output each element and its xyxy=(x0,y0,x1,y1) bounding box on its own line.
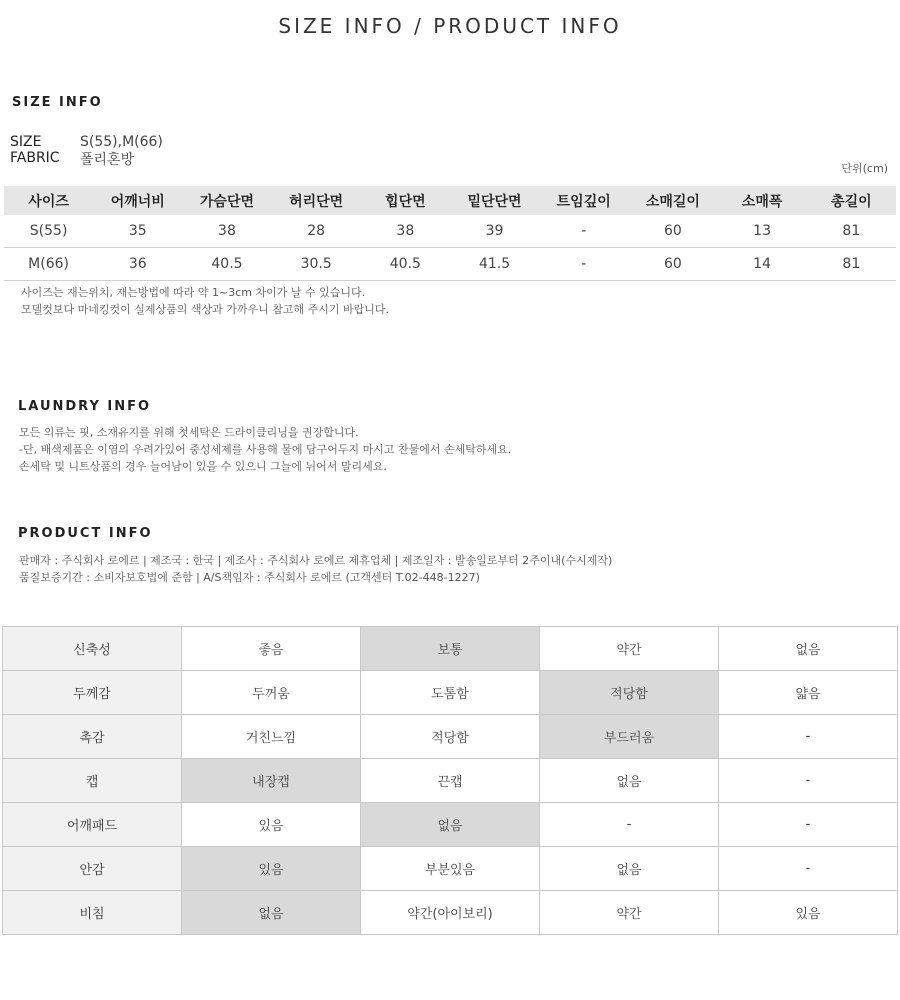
feature-option: - xyxy=(719,715,898,759)
product-notes xyxy=(19,552,612,586)
fabric-label: FABRIC xyxy=(10,150,60,166)
feature-option: 있음 xyxy=(719,891,898,935)
feature-option: - xyxy=(540,803,719,847)
feature-option: 부분있음 xyxy=(361,847,540,891)
size-info-heading: SIZE INFO xyxy=(12,95,103,110)
size-cell: 60 xyxy=(628,215,717,248)
size-header-cell: 허리단면 xyxy=(272,186,361,215)
size-table xyxy=(4,186,896,281)
feature-table xyxy=(2,626,898,935)
feature-option: 없음 xyxy=(540,759,719,803)
feature-label: 안감 xyxy=(3,847,182,891)
feature-option-selected: 부드러움 xyxy=(540,715,719,759)
size-cell: 60 xyxy=(628,248,717,281)
feature-option: - xyxy=(719,803,898,847)
feature-option-selected: 없음 xyxy=(182,891,361,935)
feature-option-selected: 없음 xyxy=(361,803,540,847)
fabric-value: 폴리혼방 xyxy=(80,152,135,168)
page-title: SIZE INFO / PRODUCT INFO xyxy=(278,14,622,38)
size-header-cell: 총길이 xyxy=(807,186,896,215)
size-note-line: 사이즈는 재는위치, 재는방법에 따라 약 1~3cm 차이가 날 수 있습니다. xyxy=(21,286,366,299)
feature-row xyxy=(3,803,898,847)
product-line: 판매자 : 주식회사 로에르 | 제조국 : 한국 | 제조사 : 주식회사 로에르 제휴업체 | 제조일자 : 발송일로부터 2주이내(수시제작) xyxy=(19,554,613,567)
feature-label: 비침 xyxy=(3,891,182,935)
size-label: SIZE xyxy=(10,134,42,150)
laundry-line: -단, 배색제품은 이염의 우려가있어 중성세제를 사용해 물에 담구어두지 마시고 찬물에서 손세탁하세요. xyxy=(19,443,512,456)
feature-option: 없음 xyxy=(540,847,719,891)
feature-row xyxy=(3,847,898,891)
size-cell: 13 xyxy=(718,215,807,248)
size-header-cell: 소매폭 xyxy=(718,186,807,215)
size-cell: 28 xyxy=(272,215,361,248)
size-cell: S(55) xyxy=(4,215,93,248)
table-row xyxy=(4,215,896,248)
size-header-cell: 밑단단면 xyxy=(450,186,539,215)
feature-label: 두께감 xyxy=(3,671,182,715)
feature-option: 얇음 xyxy=(719,671,898,715)
feature-option: - xyxy=(719,847,898,891)
feature-row xyxy=(3,759,898,803)
feature-option: 약간(아이보리) xyxy=(361,891,540,935)
size-cell: 81 xyxy=(807,215,896,248)
feature-label: 캡 xyxy=(3,759,182,803)
laundry-notes xyxy=(19,424,511,475)
size-cell: 41.5 xyxy=(450,248,539,281)
feature-option-selected: 적당함 xyxy=(540,671,719,715)
size-cell: 39 xyxy=(450,215,539,248)
feature-row xyxy=(3,627,898,671)
size-header-cell: 가슴단면 xyxy=(182,186,271,215)
size-cell: M(66) xyxy=(4,248,93,281)
size-note-line: 모델컷보다 마네킹컷이 실제상품의 색상과 가까우니 참고해 주시기 바랍니다. xyxy=(21,303,390,316)
feature-option: 두꺼움 xyxy=(182,671,361,715)
feature-row xyxy=(3,671,898,715)
feature-row xyxy=(3,715,898,759)
product-line: 품질보증기간 : 소비자보호법에 준함 | A/S책임자 : 주식회사 로에르 (고객센터 T.02-448-1227) xyxy=(19,571,480,584)
feature-option-selected: 있음 xyxy=(182,847,361,891)
size-cell: 40.5 xyxy=(361,248,450,281)
size-cell: 81 xyxy=(807,248,896,281)
feature-option-selected: 보통 xyxy=(361,627,540,671)
feature-option: 없음 xyxy=(719,627,898,671)
size-header-cell: 사이즈 xyxy=(4,186,93,215)
feature-option: 약간 xyxy=(540,627,719,671)
feature-label: 신축성 xyxy=(3,627,182,671)
feature-label: 촉감 xyxy=(3,715,182,759)
feature-option: 도톰함 xyxy=(361,671,540,715)
feature-option: 좋음 xyxy=(182,627,361,671)
feature-row xyxy=(3,891,898,935)
size-header-cell: 소매길이 xyxy=(628,186,717,215)
size-table-header xyxy=(4,186,896,215)
feature-option: 있음 xyxy=(182,803,361,847)
product-info-heading: PRODUCT INFO xyxy=(18,526,153,541)
size-cell: 36 xyxy=(93,248,182,281)
laundry-line: 손세탁 및 니트상품의 경우 늘어남이 있을 수 있으니 그늘에 뉘어서 말리세요. xyxy=(19,460,387,473)
size-cell: 40.5 xyxy=(182,248,271,281)
laundry-line: 모든 의류는 핏, 소재유지를 위해 첫세탁은 드라이클리닝을 권장합니다. xyxy=(19,426,359,439)
feature-option: 적당함 xyxy=(361,715,540,759)
size-cell: 14 xyxy=(718,248,807,281)
table-row xyxy=(4,248,896,281)
size-value: S(55),M(66) xyxy=(80,134,163,150)
size-cell: - xyxy=(539,248,628,281)
feature-option: - xyxy=(719,759,898,803)
size-notes xyxy=(21,284,389,318)
feature-option-selected: 내장캡 xyxy=(182,759,361,803)
size-header-cell: 힙단면 xyxy=(361,186,450,215)
feature-option: 약간 xyxy=(540,891,719,935)
size-cell: 35 xyxy=(93,215,182,248)
feature-option: 끈캡 xyxy=(361,759,540,803)
size-header-cell: 어깨너비 xyxy=(93,186,182,215)
feature-label: 어깨패드 xyxy=(3,803,182,847)
size-header-cell: 트임깊이 xyxy=(539,186,628,215)
laundry-info-heading: LAUNDRY INFO xyxy=(18,399,152,414)
size-cell: 30.5 xyxy=(272,248,361,281)
unit-label: 단위(cm) xyxy=(841,162,888,175)
size-cell: 38 xyxy=(361,215,450,248)
feature-option: 거친느낌 xyxy=(182,715,361,759)
size-cell: 38 xyxy=(182,215,271,248)
size-cell: - xyxy=(539,215,628,248)
